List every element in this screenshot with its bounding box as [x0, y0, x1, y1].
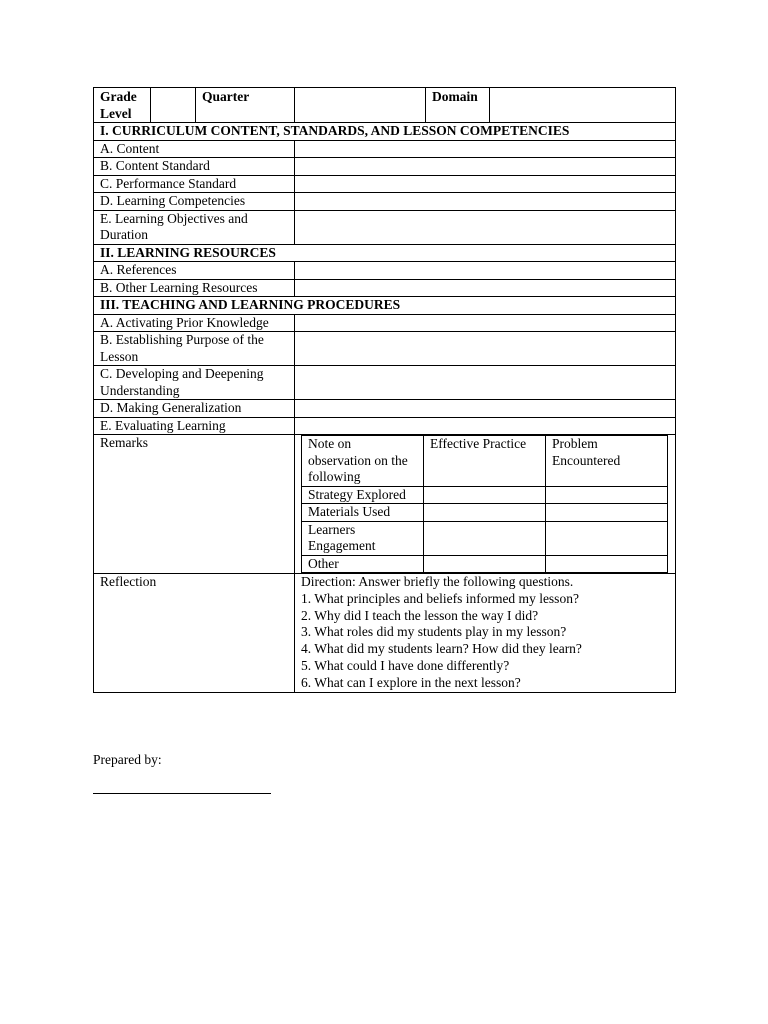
observation-item: Strategy Explored [302, 486, 424, 504]
reflection-row [94, 574, 676, 693]
table-row [94, 332, 676, 366]
row-field[interactable] [295, 262, 676, 280]
row-label: E. Learning Objectives and Duration [94, 210, 295, 244]
table-row [94, 193, 676, 211]
table-row [94, 158, 676, 176]
problem-encountered-field[interactable] [546, 486, 668, 504]
reflection-question: 1. What principles and beliefs informed my lesson? [301, 590, 579, 606]
table-row [302, 504, 668, 522]
row-field[interactable] [295, 417, 676, 435]
effective-practice-header: Effective Practice [424, 436, 546, 487]
row-field[interactable] [295, 140, 676, 158]
header-row [94, 88, 676, 123]
table-row [302, 486, 668, 504]
section-2-title: II. LEARNING RESOURCES [94, 244, 676, 262]
section-1-title: I. CURRICULUM CONTENT, STANDARDS, AND LESSON COMPETENCIES [94, 123, 676, 141]
problem-encountered-field[interactable] [546, 521, 668, 555]
problem-encountered-field[interactable] [546, 504, 668, 522]
row-label: B. Other Learning Resources [94, 279, 295, 297]
table-row [94, 262, 676, 280]
row-field[interactable] [295, 332, 676, 366]
observation-header: Note on observation on the following [302, 436, 424, 487]
table-row [94, 140, 676, 158]
table-row [94, 210, 676, 244]
row-label: C. Developing and Deepening Understanding [94, 366, 295, 400]
reflection-question: 3. What roles did my students play in my lesson? [301, 624, 567, 640]
signature-line[interactable] [93, 793, 271, 794]
row-field[interactable] [295, 175, 676, 193]
row-field[interactable] [295, 210, 676, 244]
row-field[interactable] [295, 279, 676, 297]
row-field[interactable] [295, 158, 676, 176]
reflection-question: 6. What can I explore in the next lesson? [301, 674, 521, 690]
section-2-header [94, 244, 676, 262]
row-label: A. Content [94, 140, 295, 158]
observation-header-row [302, 436, 668, 487]
problem-encountered-header: Problem Encountered [546, 436, 668, 487]
remarks-row [94, 435, 676, 574]
row-label: A. Activating Prior Knowledge [94, 314, 295, 332]
reflection-questions [295, 574, 676, 693]
table-row [302, 521, 668, 555]
observation-item: Materials Used [302, 504, 424, 522]
row-field[interactable] [295, 366, 676, 400]
remarks-cell [295, 435, 676, 574]
table-row [94, 417, 676, 435]
row-label: A. References [94, 262, 295, 280]
table-row [94, 400, 676, 418]
row-label: D. Making Generalization [94, 400, 295, 418]
remarks-label: Remarks [94, 435, 295, 574]
grade-level-field[interactable] [151, 88, 196, 123]
observation-item: Other [302, 555, 424, 573]
table-row [94, 279, 676, 297]
section-3-header [94, 297, 676, 315]
reflection-question: 4. What did my students learn? How did they learn? [301, 641, 582, 657]
quarter-label: Quarter [196, 88, 295, 123]
problem-encountered-field[interactable] [546, 555, 668, 573]
observation-table [301, 435, 668, 573]
reflection-label: Reflection [94, 574, 295, 693]
row-field[interactable] [295, 400, 676, 418]
observation-item: Learners Engagement [302, 521, 424, 555]
lesson-plan-table [93, 87, 676, 693]
grade-level-label: Grade Level [94, 88, 151, 123]
reflection-question: 2. Why did I teach the lesson the way I did? [301, 607, 539, 623]
row-label: E. Evaluating Learning [94, 417, 295, 435]
quarter-field[interactable] [295, 88, 426, 123]
domain-label: Domain [426, 88, 490, 123]
row-label: D. Learning Competencies [94, 193, 295, 211]
table-row [94, 175, 676, 193]
table-row [302, 555, 668, 573]
table-row [94, 314, 676, 332]
reflection-direction: Direction: Answer briefly the following questions. [301, 574, 574, 589]
row-field[interactable] [295, 314, 676, 332]
row-label: B. Establishing Purpose of the Lesson [94, 332, 295, 366]
effective-practice-field[interactable] [424, 486, 546, 504]
prepared-by-label: Prepared by: [93, 752, 162, 767]
section-1-header [94, 123, 676, 141]
lesson-plan-form [93, 87, 675, 693]
effective-practice-field[interactable] [424, 521, 546, 555]
domain-field[interactable] [490, 88, 676, 123]
row-label: C. Performance Standard [94, 175, 295, 193]
reflection-question: 5. What could I have done differently? [301, 657, 510, 673]
row-label: B. Content Standard [94, 158, 295, 176]
section-3-title: III. TEACHING AND LEARNING PROCEDURES [94, 297, 676, 315]
effective-practice-field[interactable] [424, 504, 546, 522]
row-field[interactable] [295, 193, 676, 211]
effective-practice-field[interactable] [424, 555, 546, 573]
table-row [94, 366, 676, 400]
